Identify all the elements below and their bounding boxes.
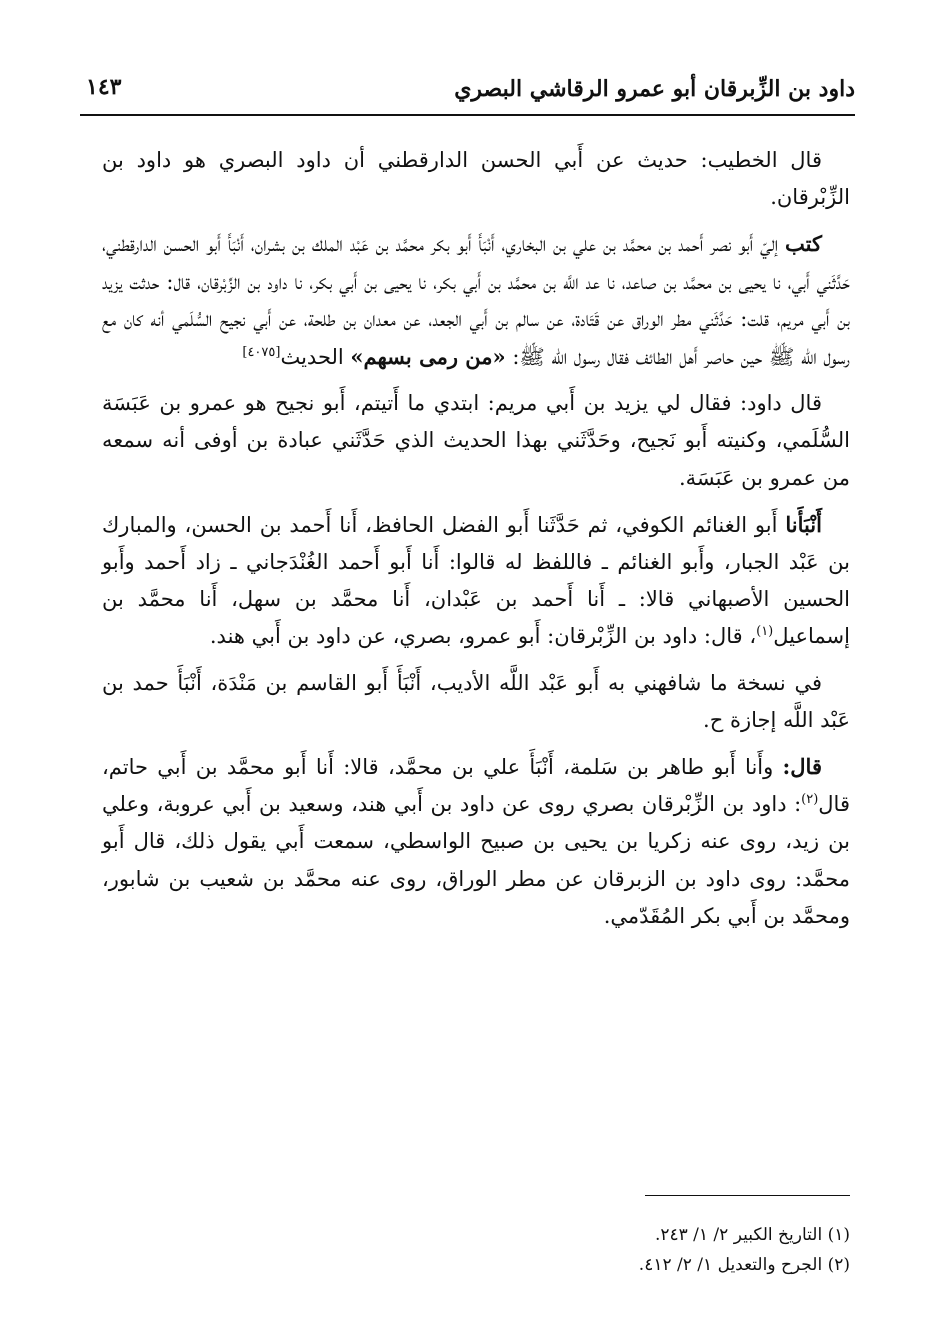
paragraph-lead: أَنْبَأَنا: [785, 511, 822, 537]
paragraph-text: أَبو الغنائم الكوفي، ثم حَدَّثَنا أَبو الفضل الحافظ، أَنا أَحمد بن الحسن، والمبارك بن عَبْد الجبار، وأَبو الغنائم ـ فاللفظ له قالوا: أَنا أَبو أَحمد الغُنْدَجاني ـ زاد أَحمد وأَبو الحسين الأصبهاني قالا: ـ أَنا أَحمد بن عَبْدان، أَنا محمَّد بن سهل، أَنا محمَّد بن إسماعيل: [102, 512, 850, 649]
hadith-number: [٤٠٧٥]: [242, 345, 281, 361]
paragraph-text: في نسخة ما شافهني به أَبو عَبْد اللَّه الأديب، أَنْبَأَ أَبو القاسم بن مَنْدَة، أَنْبَأَ حمد بن عَبْد اللَّه إجازة ح.: [102, 670, 850, 732]
running-title: داود بن الزِّبرقان أبو عمرو الرقاشي البصري: [454, 76, 855, 102]
paragraph-lead: كتب: [785, 231, 822, 257]
paragraph-5: [102, 665, 850, 739]
paragraph-text: وأَنا أَبو طاهر بن سَلمة، أَنْبَأَ علي بن محمَّد، قالا: أَنا أَبو محمَّد بن أَبي حاتم، قال: [102, 755, 850, 817]
paragraph-lead: قال:: [782, 754, 822, 780]
hadith-quote: «من رمى بسهم»: [350, 344, 506, 370]
paragraph-text: إليّ أَبو نصر أَحمد بن محمَّد بن علي بن البخاري، أَنْبَأَ أَبو بكر محمَّد بن عَبْد الملك بن بشران، أَنْبَأَ أَبو الحسن الدارقطني، حَدَّثَني أَبي، نا يحيى بن محمَّد بن صاعد، نا عد اللَّه بن محمَّد بن أَبي بكر، نا يحيى بن أَبي بكر، نا داود بن الزِّبْرقان، قال: حدثت يزيد بن أَبي مريم، قلت: حَدَّثَني مطر الوراق عن قَتَادة، عن سالم بن أَبي الجعد، عن معدان بن طلحة، عن أَبي نجيح السُّلَمي أنه كان مع رسول الله ﷺ حين حاصر أَهل الطائف فقال رسول الله ﷺ:: [102, 232, 850, 370]
footnotes: [102, 1220, 850, 1280]
main-text: [102, 142, 850, 944]
footnote-ref-2: (٢): [801, 792, 819, 808]
paragraph-tail: : داود بن الزِّبْرقان بصري روى عن داود بن أَبي هند، وسعيد بن أَبي عروبة، وعلي بن زيد، روى عنه زكريا بن يحيى بن صبيح الواسطي، سمعت أَبي يقول ذلك، قال أَبو محمَّد: روى داود بن الزبرقان عن مطر الوراق، روى عنه محمَّد بن شعيب بن شابور، ومحمَّد بن أَبي بكر المُقَدّمي.: [102, 792, 850, 928]
paragraph-6: [102, 748, 850, 935]
page-header: [80, 70, 855, 116]
footnote-rule: [645, 1195, 850, 1196]
paragraph-1: [102, 142, 850, 216]
header-rule: [80, 114, 855, 116]
paragraph-4: [102, 506, 850, 656]
paragraph-text: قال داود: فقال لي يزيد بن أَبي مريم: ابتدي ما أَتيتم، أَبو نجيح هو عمرو بن عَبَسَة السُّلَمي، وكنيته أَبو نَجيح، وحَدَّثَني بهذا الحديث الذي حَدَّثَني عبادة بن أوفى أنه سمعه من عمرو بن عَبَسَة.: [102, 391, 850, 490]
paragraph-text: قال الخطيب: حديث عن أَبي الحسن الدارقطني أن داود البصري هو داود بن الزِّبْرقان.: [102, 148, 850, 210]
footnote-1: (١) التاريخ الكبير ٢/ ١/ ٢٤٣.: [654, 1225, 850, 1245]
page-number: ١٤٣: [86, 74, 122, 100]
paragraph-3: [102, 385, 850, 497]
footnote-ref-1: (١): [756, 624, 774, 640]
paragraph-tail: الحديث: [280, 345, 351, 370]
paragraph-tail: ، قال: داود بن الزِّبْرقان: أَبو عمرو، بصري، عن داود بن أَبي هند.: [209, 624, 757, 649]
footnote-2: (٢) الجرح والتعديل ١/ ٢/ ٤١٢.: [638, 1255, 850, 1275]
paragraph-2: [102, 225, 850, 376]
